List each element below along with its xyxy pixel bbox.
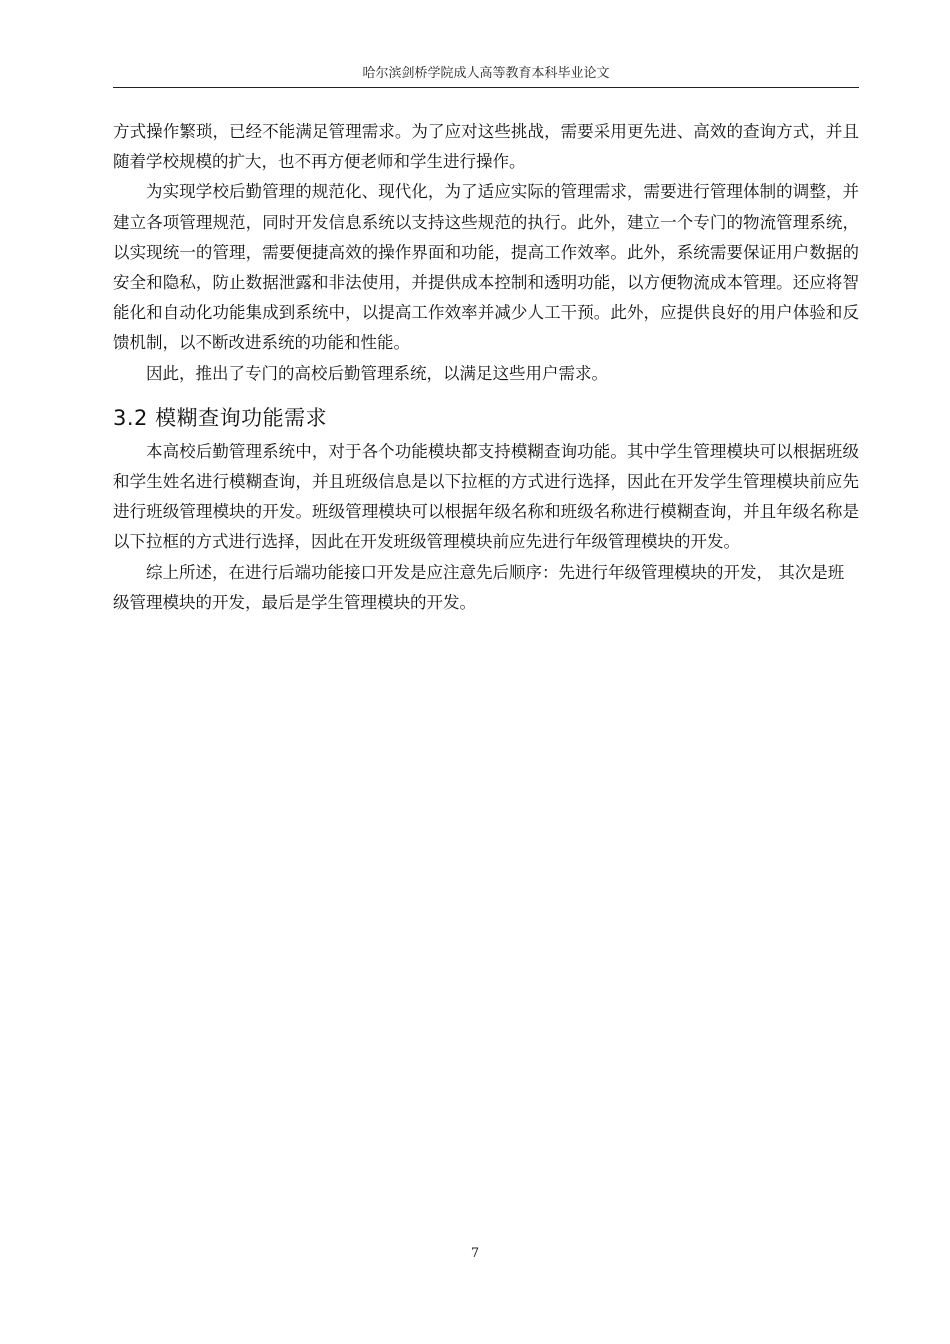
- paragraph-continuation: 方式操作繁琐，已经不能满足管理需求。为了应对这些挑战，需要采用更先进、高效的查询方式，并且随着学校规模的扩大，也不再方便老师和学生进行操作。: [113, 122, 859, 172]
- paragraph-management-standardization: 为实现学校后勤管理的规范化、现代化，为了适应实际的管理需求，需要进行管理体制的调整，并建立各项管理规范，同时开发信息系统以支持这些规范的执行。此外，建立一个专门的物流管理系统，以实现统一的管理，需要便捷高效的操作界面和功能，提高工作效率。此外，系统需要保证用户数据的安全和隐私，防止数据泄露和非法使用，并提供成本控制和透明功能，以方便物流成本管理。还应将智能化和自动化功能集成到系统中，以提高工作效率并减少人工干预。此外，应提供良好的用户体验和反馈机制，以不断改进系统的功能和性能。: [113, 182, 859, 353]
- page-content: [113, 117, 859, 618]
- section-heading: 3.2 模糊查询功能需求: [113, 405, 328, 430]
- paragraph-conclusion: 因此，推出了专门的高校后勤管理系统，以满足这些用户需求。: [146, 363, 608, 383]
- running-header: 哈尔滨剑桥学院成人高等教育本科毕业论文: [362, 66, 610, 81]
- page-number: 7: [470, 1246, 480, 1261]
- paragraph-development-order: 综上所述，在进行后端功能接口开发是应注意先后顺序：先进行年级管理模块的开发， 其次是班级管理模块的开发，最后是学生管理模块的开发。: [113, 562, 845, 612]
- paragraph-fuzzy-query: 本高校后勤管理系统中，对于各个功能模块都支持模糊查询功能。其中学生管理模块可以根据班级和学生姓名进行模糊查询，并且班级信息是以下拉框的方式进行选择，因此在开发学生管理模块前应先进行班级管理模块的开发。班级管理模块可以根据年级名称和班级名称进行模糊查询，并且年级名称是以下拉框的方式进行选择，因此在开发班级管理模块前应先进行年级管理模块的开发。: [113, 441, 859, 552]
- header-rule: [113, 87, 859, 88]
